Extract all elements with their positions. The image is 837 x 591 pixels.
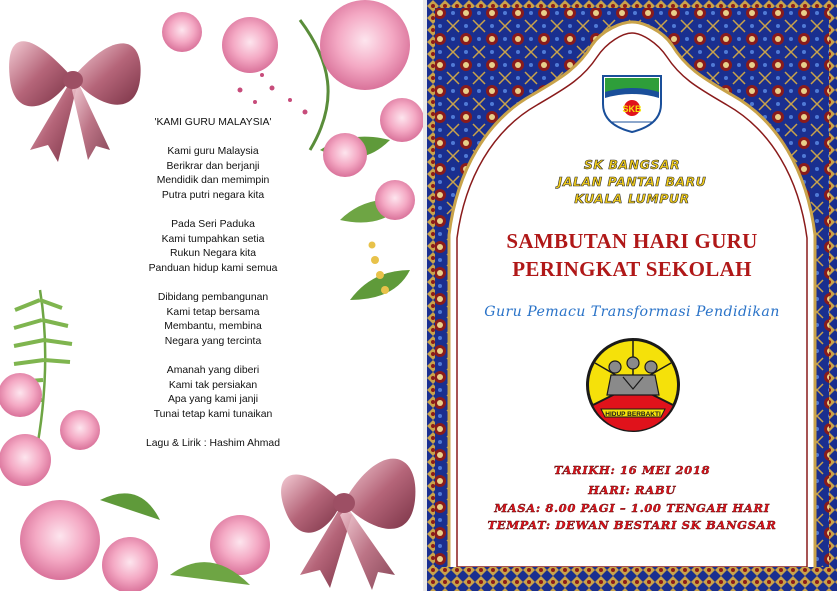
school-city: KUALA LUMPUR <box>574 191 690 206</box>
event-page <box>427 0 837 591</box>
lyric-line: Kami tumpahkan setia <box>161 233 265 245</box>
stanza <box>108 291 318 349</box>
school-address: JALAN PANTAI BARU <box>557 174 707 189</box>
song-title: 'KAMI GURU MALAYSIA' <box>154 117 272 128</box>
stanza <box>108 145 318 203</box>
event-venue: TEMPAT: DEWAN BESTARI SK BANGSAR <box>487 518 777 532</box>
lyric-line: Putra putri negara kita <box>161 189 265 201</box>
lyric-line: Mendidik dan memimpin <box>156 175 270 187</box>
lyric-line: Dibidang pembangunan <box>157 292 269 304</box>
event-theme: Guru Pemacu Transformasi Pendidikan <box>484 304 780 320</box>
ribbon-bow-icon <box>281 459 415 590</box>
lyric-line: Membantu, membina <box>164 321 262 333</box>
svg-text:SKB: SKB <box>622 104 642 114</box>
event-title: SAMBUTAN HARI GURU <box>506 229 758 253</box>
lyric-line: Negara yang tercinta <box>164 335 262 347</box>
lyric-line: Kami tak persiakan <box>168 379 258 391</box>
lyric-line: Pada Seri Paduka <box>171 219 255 231</box>
stanza <box>108 218 318 276</box>
event-date: TARIKH: 16 MEI 2018 <box>553 463 711 477</box>
lyric-line: Amanah yang diberi <box>166 365 260 377</box>
school-name: SK BANGSAR <box>583 157 681 172</box>
lyric-line: Tunai tetap kami tunaikan <box>153 408 273 420</box>
lyrics-block <box>108 116 318 452</box>
teacher-emblem-icon <box>586 338 680 432</box>
lyric-line: Panduan hidup kami semua <box>148 262 278 274</box>
lyric-line: Kami guru Malaysia <box>167 146 259 158</box>
event-subtitle: PERINGKAT SEKOLAH <box>512 257 752 281</box>
song-credit: Lagu & Lirik : Hashim Ahmad <box>146 438 280 450</box>
lyric-line: Berikrar dan berjanji <box>166 160 260 172</box>
event-day: HARI: RABU <box>588 483 676 497</box>
lyric-line: Apa yang kami janji <box>167 394 259 406</box>
emblem-motto: HIDUP BERBAKTI <box>605 411 661 418</box>
stanza <box>108 364 318 422</box>
event-time: MASA: 8.00 PAGI – 1.00 TENGAH HARI <box>494 501 770 515</box>
lyric-line: Kami tetap bersama <box>166 306 260 318</box>
school-crest-icon <box>603 76 661 132</box>
lyric-line: Rukun Negara kita <box>169 248 257 260</box>
